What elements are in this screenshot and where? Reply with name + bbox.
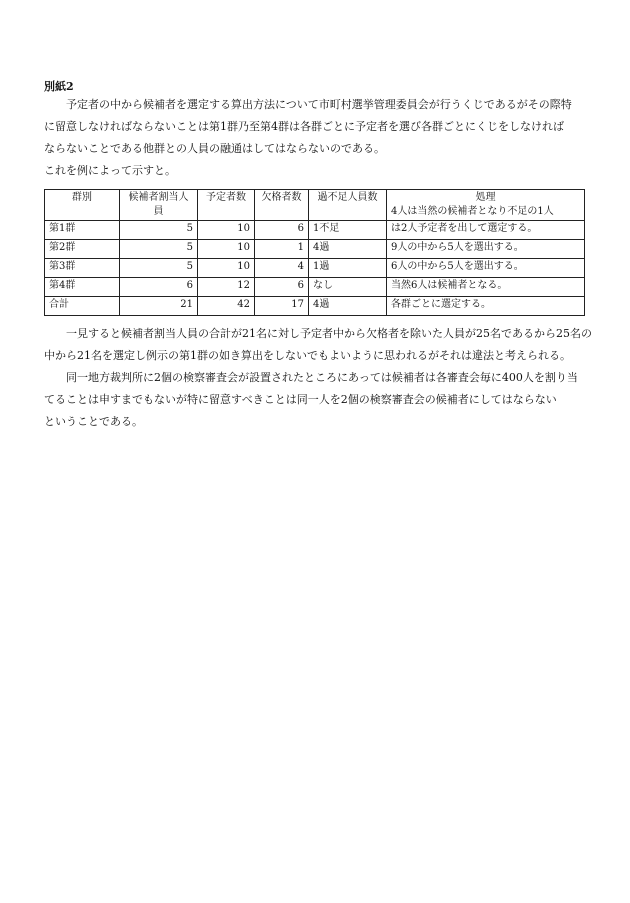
header-handling-title: 処理 (475, 192, 496, 203)
table-row (45, 221, 585, 240)
header-disqualified: 欠格者数 (255, 190, 309, 221)
cell-scheduled: 10 (198, 259, 255, 278)
cell-group: 第3群 (45, 259, 120, 278)
cell-group: 第4群 (45, 278, 120, 297)
closing-line-5: ということである。 (44, 415, 143, 428)
allocation-table (44, 189, 585, 316)
cell-allotted: 5 (120, 240, 198, 259)
cell-disqualified: 1 (255, 240, 309, 259)
intro-line-1: 予定者の中から候補者を選定する算出方法について市町村選挙管理委員会が行うくじであるがその際特 (66, 98, 572, 111)
intro-paragraph (44, 94, 594, 182)
cell-handling: 9人の中から5人を選出する。 (387, 240, 585, 259)
closing-line-1: 一見すると候補者割当人員の合計が21名に対し予定者中から欠格者を除いた人員が25名であるから25名の (66, 327, 592, 340)
closing-line-3: 同一地方裁判所に2個の検察審査会が設置されたところにあっては候補者は各審査会毎に400人を割り当 (66, 371, 578, 384)
cell-handling: は2人予定者を出して選定する。 (387, 221, 585, 240)
cell-scheduled: 10 (198, 240, 255, 259)
cell-balance: 4過 (309, 297, 387, 316)
cell-handling: 各群ごとに選定する。 (387, 297, 585, 316)
cell-allotted: 21 (120, 297, 198, 316)
document-heading: 別紙2 (44, 80, 74, 93)
intro-line-3: ならないことである他群との人員の融通はしてはならないのである。 (44, 142, 385, 155)
header-handling-note: 4人は当然の候補者となり不足の1人 (391, 206, 554, 217)
cell-disqualified: 6 (255, 221, 309, 240)
cell-scheduled: 12 (198, 278, 255, 297)
cell-balance: なし (309, 278, 387, 297)
cell-balance: 4過 (309, 240, 387, 259)
header-allotted: 候補者割当人員 (120, 190, 198, 221)
table-body (45, 221, 585, 316)
intro-line-4: これを例によって示すと。 (44, 164, 176, 177)
cell-handling: 当然6人は候補者となる。 (387, 278, 585, 297)
cell-balance: 1過 (309, 259, 387, 278)
header-scheduled: 予定者数 (198, 190, 255, 221)
cell-group: 合計 (45, 297, 120, 316)
table-row (45, 278, 585, 297)
table-row (45, 297, 585, 316)
cell-disqualified: 6 (255, 278, 309, 297)
closing-line-4: てることは申すまでもないが特に留意すべきことは同一人を2個の検察審査会の候補者にしてはならない (44, 393, 557, 406)
cell-allotted: 6 (120, 278, 198, 297)
cell-scheduled: 42 (198, 297, 255, 316)
table-header-row (45, 190, 585, 221)
cell-disqualified: 4 (255, 259, 309, 278)
cell-balance: 1不足 (309, 221, 387, 240)
table-row (45, 240, 585, 259)
cell-handling: 6人の中から5人を選出する。 (387, 259, 585, 278)
header-handling (387, 190, 585, 221)
cell-group: 第1群 (45, 221, 120, 240)
cell-disqualified: 17 (255, 297, 309, 316)
cell-scheduled: 10 (198, 221, 255, 240)
table-row (45, 259, 585, 278)
closing-paragraph (44, 323, 594, 433)
table-header (45, 190, 585, 221)
cell-group: 第2群 (45, 240, 120, 259)
cell-allotted: 5 (120, 259, 198, 278)
intro-line-2: に留意しなければならないことは第1群乃至第4群は各群ごとに予定者を選び各群ごとにくじをしなければ (44, 120, 564, 133)
closing-line-2: 中から21名を選定し例示の第1群の如き算出をしないでもよいように思われるがそれは違法と考えられる。 (44, 349, 571, 362)
header-balance: 過不足人員数 (309, 190, 387, 221)
header-group: 群別 (45, 190, 120, 221)
cell-allotted: 5 (120, 221, 198, 240)
